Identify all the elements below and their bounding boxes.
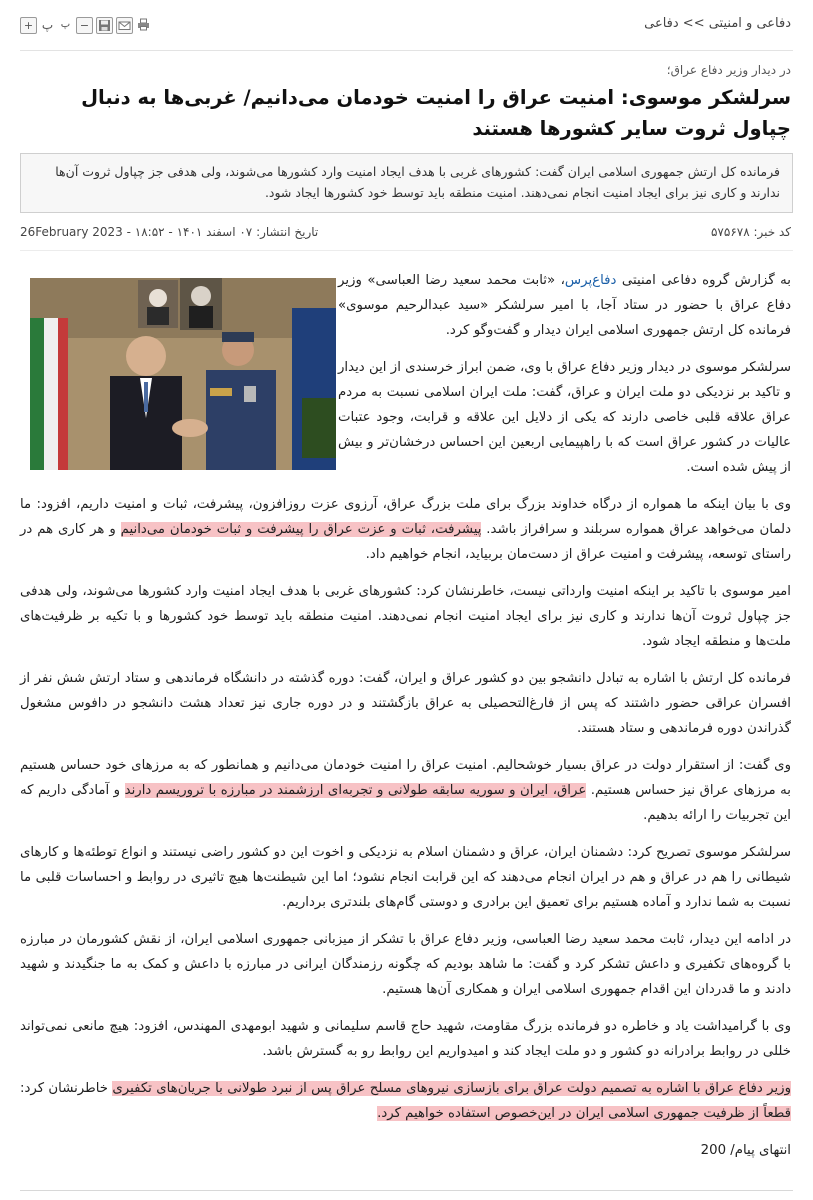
divider <box>20 1190 793 1191</box>
text: به گزارش گروه دفاعی امنیتی <box>616 273 791 288</box>
text: و هر کاری هم در راستای توسعه، پیشرفت و امنیت عراق از دست‌مان بربیاید، انجام خواهیم داد. <box>20 522 791 562</box>
page-title: سرلشکر موسوی: امنیت عراق را امنیت خودمان می‌دانیم/ غربی‌ها به دنبال چپاول ثروت سایر کشورها هستند <box>81 86 791 140</box>
divider <box>20 250 793 251</box>
divider <box>20 50 793 51</box>
article-toolbar <box>20 17 151 37</box>
font-smaller-button[interactable] <box>58 17 73 32</box>
save-icon[interactable] <box>96 17 113 34</box>
breadcrumb[interactable]: دفاعی و امنیتی >> دفاعی <box>644 16 791 31</box>
font-larger-label: پ <box>41 17 54 32</box>
paragraph: سرلشکر موسوی در دیدار وزیر دفاع عراق با وی، ضمن ابراز خرسندی از این دیدار و تاکید بر نزدیکی دو ملت ایران و عراق، گفت: ملت ایران اسلامی نسبت به مردم عراق علاقه قلبی خاصی دارند که یکی از دلایل این علاقه و قرابت، وجود عتبات عالیات در کشور عراق است که با راهپیمایی اربعین این احساس درخشان‌تر و بیش از پیش شده است. <box>338 360 791 475</box>
text: و آمادگی داریم که این تجربیات را ارائه بدهیم. <box>20 783 791 823</box>
pretitle: در دیدار وزیر دفاع عراق؛ <box>666 63 791 77</box>
paragraph: در ادامه این دیدار، ثابت محمد سعید رضا العباسی، وزیر دفاع عراق با تشکر از میزبانی جمهوری اسلامی ایران، از نقش کشورمان در مبارزه با گروه‌های تکفیری و داعش تشکر کرد و گفت: ما شاهد بودیم که چگونه رزمندگان ایرانی در مبارزه با داعش و کمک به ما جنگیدند و شهید دادند و ما قدردان این اقدام جمهوری اسلامی ایران و همکاری آن‌ها هستیم. <box>20 932 791 997</box>
paragraph <box>338 268 791 343</box>
source-link[interactable]: دفاع‌پرس <box>564 273 617 288</box>
font-larger-button[interactable] <box>40 17 55 32</box>
publish-date: تاریخ انتشار: ۰۷ اسفند ۱۴۰۱ - ۱۸:۵۲ - 26February 2023 <box>20 225 319 239</box>
highlighted-quote: پیشرفت، ثبات و عزت عراق را پیشرفت و ثبات خودمان می‌دانیم <box>120 522 482 537</box>
paragraph: امیر موسوی با تاکید بر اینکه امنیت وارداتی نیست، خاطرنشان کرد: کشورهای غربی با هدف ایجاد امنیت وارد کشورها می‌شوند، ولی هدفی جز چپاول ثروت آن‌ها ندارند و کاری نیز برای ایجاد امنیت انجام نمی‌دهند. امنیت منطقه باید توسط خود کشورها و با تکیه بر ظرفیت‌های ملت‌ها و منطقه ایجاد شود. <box>20 584 791 649</box>
end-of-message: انتهای پیام/ 200 <box>700 1143 791 1158</box>
text: وی با بیان اینکه ما همواره از درگاه خداوند بزرگ برای ملت بزرگ عراق، آرزوی عزت روزافزون، پیشرفت، ثبات و امنیت داریم، افزود: ما دلمان می‌خواهد عراق همواره سربلند و سرافراز باشد. <box>20 497 791 537</box>
paragraph <box>20 492 791 567</box>
paragraph: فرمانده کل ارتش با اشاره به تبادل دانشجو بین دو کشور عراق و ایران، گفت: دوره گذشته در دانشگاه فرماندهی و ستاد ارتش شش نفر از افسران عراقی حضور داشتند که پس از فارغ‌التحصیلی به عراق بازگشتند و در دوره جاری نیز تعداد هشت دانشجو در دافوس مشغول گذراندن دوره فرماندهی و ستاد هستند. <box>20 671 791 736</box>
text: وی گفت: از استقرار دولت در عراق بسیار خوشحالیم. امنیت عراق را امنیت خودمان می‌دانیم و همانطور که به مرزهای خود حساس هستیم به مرزهای عراق نیز حساس هستیم. <box>20 758 791 798</box>
lead-summary: فرمانده کل ارتش جمهوری اسلامی ایران گفت: کشورهای غربی با هدف ایجاد امنیت وارد کشورها می‌شوند، ولی هدفی جز چپاول ثروت آن‌ها ندارند و کاری نیز برای ایجاد امنیت انجام نمی‌دهند. امنیت منطقه باید توسط خود کشورها ایجاد شود. <box>20 153 793 213</box>
font-smaller-label: پ <box>60 18 71 30</box>
article-body <box>20 268 791 1175</box>
paragraph: وی با گرامیداشت یاد و خاطره دو فرمانده بزرگ مقاومت، شهید حاج قاسم سلیمانی و شهید ابومهدی المهندس، افزود: هیچ مانعی نمی‌تواند خللی در روابط برادرانه دو کشور و دو ملت ایجاد کند و امیدواریم این روابط رو به گسترش باشد. <box>20 1019 791 1059</box>
highlighted-quote: وزیر دفاع عراق با اشاره به تصمیم دولت عراق برای بازسازی نیروهای مسلح عراق پس از نبرد طولانی با جریان‌های تکفیری <box>112 1081 791 1096</box>
highlighted-quote: عراق، ایران و سوریه سابقه طولانی و تجربه‌ای ارزشمند در مبارزه با تروریسم دارند <box>124 783 587 798</box>
print-icon[interactable] <box>136 17 151 32</box>
paragraph: سرلشکر موسوی تصریح کرد: دشمنان ایران، عراق و دشمنان اسلام به نزدیکی و اخوت این دو کشور راضی نیستند و انواع توطئه‌ها و کارهای شیطانی را هم در عراق و هم در ایران انجام می‌دهند که این قرابت انجام نشود؛ اما این شیطنت‌ها هیچ تاثیری در روابط و احساسات قلبی ما نسبت به شما ندارد و آماده هستیم برای تعمیق این برادری و دوستی گام‌های بلندتری برداریم. <box>20 845 791 910</box>
plus-icon[interactable]: + <box>20 17 37 34</box>
email-icon[interactable] <box>116 17 133 34</box>
paragraph <box>20 753 791 828</box>
news-id: کد خبر: ۵۷۵۶۷۸ <box>710 225 791 239</box>
text: خاطرنشان کرد: <box>20 1081 113 1096</box>
text: ، «ثابت محمد سعید رضا العباسی» وزیر دفاع عراق با حضور در ستاد آجا، با امیر سرلشکر «سید عبدالرحیم موسوی» فرمانده کل ارتش جمهوری اسلامی ایران دیدار و گفت‌وگو کرد. <box>338 273 791 338</box>
highlighted-quote: قطعاً از ظرفیت جمهوری اسلامی ایران در این‌خصوص استفاده خواهیم کرد. <box>377 1106 791 1121</box>
minus-icon[interactable]: − <box>76 17 93 34</box>
paragraph <box>20 1076 791 1126</box>
